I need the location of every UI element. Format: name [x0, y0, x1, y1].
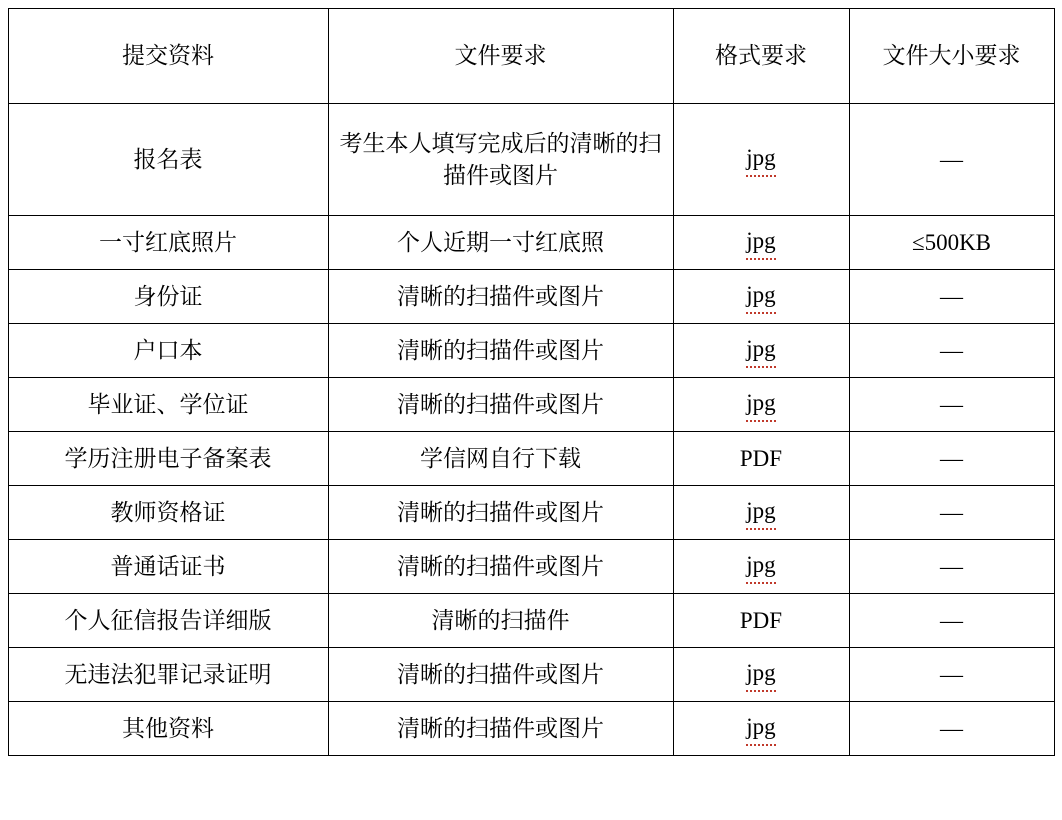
- cell-size-requirement: —: [849, 432, 1054, 486]
- format-value: jpg: [746, 225, 775, 259]
- cell-size-requirement: —: [849, 648, 1054, 702]
- table-row: [8, 486, 1054, 540]
- cell-format-requirement: [673, 702, 849, 756]
- cell-file-requirement: 清晰的扫描件或图片: [328, 486, 673, 540]
- cell-format-requirement: [673, 324, 849, 378]
- cell-size-requirement: —: [849, 378, 1054, 432]
- table-body: [8, 104, 1054, 756]
- cell-file-requirement: 清晰的扫描件或图片: [328, 540, 673, 594]
- format-value: jpg: [746, 333, 775, 367]
- table-row: [8, 216, 1054, 270]
- cell-material: 其他资料: [8, 702, 328, 756]
- cell-material: 报名表: [8, 104, 328, 216]
- cell-size-requirement: —: [849, 702, 1054, 756]
- cell-file-requirement: 清晰的扫描件或图片: [328, 648, 673, 702]
- cell-material: 身份证: [8, 270, 328, 324]
- format-value: jpg: [746, 142, 775, 176]
- cell-format-requirement: [673, 270, 849, 324]
- cell-material: 一寸红底照片: [8, 216, 328, 270]
- cell-file-requirement: 清晰的扫描件或图片: [328, 270, 673, 324]
- cell-format-requirement: [673, 104, 849, 216]
- table-row: [8, 540, 1054, 594]
- table-header: [8, 9, 1054, 104]
- cell-size-requirement: —: [849, 104, 1054, 216]
- cell-size-requirement: —: [849, 540, 1054, 594]
- cell-file-requirement: 清晰的扫描件或图片: [328, 324, 673, 378]
- format-value: jpg: [746, 279, 775, 313]
- cell-file-requirement: 考生本人填写完成后的清晰的扫描件或图片: [328, 104, 673, 216]
- format-value: jpg: [746, 657, 775, 691]
- cell-material: 毕业证、学位证: [8, 378, 328, 432]
- format-value: PDF: [739, 607, 783, 633]
- cell-material: 普通话证书: [8, 540, 328, 594]
- cell-size-requirement: —: [849, 486, 1054, 540]
- cell-format-requirement: [673, 594, 849, 648]
- format-value: jpg: [746, 387, 775, 421]
- cell-format-requirement: [673, 378, 849, 432]
- cell-format-requirement: [673, 216, 849, 270]
- column-header-format-requirement: 格式要求: [673, 9, 849, 104]
- cell-material: 户口本: [8, 324, 328, 378]
- table-row: [8, 324, 1054, 378]
- cell-file-requirement: 个人近期一寸红底照: [328, 216, 673, 270]
- column-header-material: 提交资料: [8, 9, 328, 104]
- table-row: [8, 648, 1054, 702]
- cell-file-requirement: 清晰的扫描件或图片: [328, 378, 673, 432]
- cell-material: 无违法犯罪记录证明: [8, 648, 328, 702]
- cell-format-requirement: [673, 540, 849, 594]
- cell-material: 教师资格证: [8, 486, 328, 540]
- format-value: jpg: [746, 495, 775, 529]
- cell-file-requirement: 清晰的扫描件或图片: [328, 702, 673, 756]
- cell-material: 个人征信报告详细版: [8, 594, 328, 648]
- cell-file-requirement: 学信网自行下载: [328, 432, 673, 486]
- table-row: [8, 702, 1054, 756]
- format-value: PDF: [739, 445, 783, 471]
- format-value: jpg: [746, 711, 775, 745]
- cell-file-requirement: 清晰的扫描件: [328, 594, 673, 648]
- column-header-file-requirement: 文件要求: [328, 9, 673, 104]
- column-header-size-requirement: 文件大小要求: [849, 9, 1054, 104]
- submission-requirements-table: [8, 8, 1055, 756]
- table-row: [8, 378, 1054, 432]
- table-row: [8, 432, 1054, 486]
- table-row: [8, 270, 1054, 324]
- format-value: jpg: [746, 549, 775, 583]
- cell-format-requirement: [673, 432, 849, 486]
- cell-material: 学历注册电子备案表: [8, 432, 328, 486]
- cell-format-requirement: [673, 648, 849, 702]
- table-header-row: [8, 9, 1054, 104]
- table-row: [8, 104, 1054, 216]
- cell-size-requirement: —: [849, 270, 1054, 324]
- table-row: [8, 594, 1054, 648]
- cell-size-requirement: —: [849, 594, 1054, 648]
- cell-size-requirement: ≤500KB: [849, 216, 1054, 270]
- cell-size-requirement: —: [849, 324, 1054, 378]
- cell-format-requirement: [673, 486, 849, 540]
